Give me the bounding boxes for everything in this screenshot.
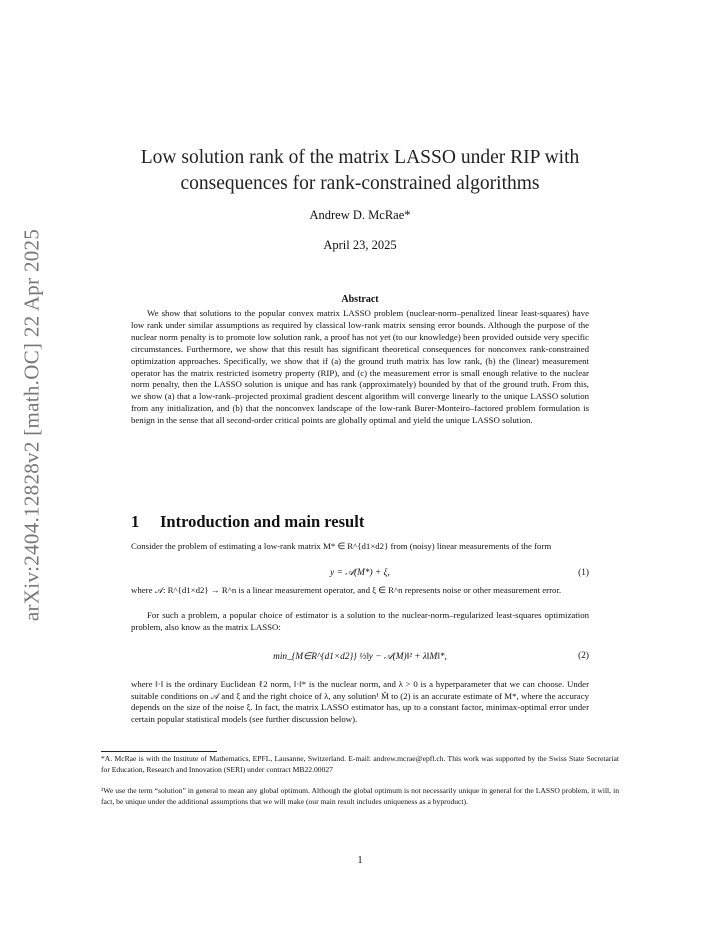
paragraph-1: Consider the problem of estimating a low-rank matrix M* ∈ R^{d1×d2} from (noisy) linear measurements of the form (131, 541, 552, 551)
equation-1-number: (1) (578, 568, 589, 578)
arxiv-sidebar-stamp (10, 205, 54, 645)
paragraph-4: where ‖·‖ is the ordinary Euclidean ℓ2 norm, ‖·‖* is the nuclear norm, and λ > 0 is a hyperparameter that we can choose. Under suitable conditions on 𝒜 and ξ and the right choice of λ, any solution¹ M̂ to (2) is an accurate estimate of M*, where the accuracy depends on the size of the noise ξ. In fact, the matrix LASSO estimator has, up to a constant factor, minimax-optimal error under certain popular statistical models (see further discussion below). (131, 679, 589, 724)
section-heading (131, 512, 364, 532)
equation-1 (131, 568, 589, 578)
footnote-affiliation: *A. McRae is with the Institute of Mathematics, EPFL, Lausanne, Switzerland. E-mail: andrew.mcrae@epfl.ch. This work was supported by the Swiss State Secretariat for Education, Research and Innovation (SERI) under contract MB22.00027 (101, 754, 619, 774)
date: April 23, 2025 (323, 238, 397, 252)
equation-2-body: min_{M∈R^{d1×d2}} ½‖y − 𝒜(M)‖² + λ‖M‖*, (273, 652, 447, 662)
arxiv-identifier: arXiv:2404.12828v2 [math.OC] 22 Apr 2025 (19, 228, 44, 622)
equation-2-number: (2) (578, 651, 589, 661)
author: Andrew D. McRae* (309, 208, 411, 222)
footnote-1: ¹We use the term “solution” in general to mean any global optimum. Although the global optimum is not necessarily unique in general for the LASSO problem, it will, in fact, be unique under the additional assumptions that we will make (our main result includes uniqueness as a byproduct). (101, 786, 619, 806)
equation-1-body: y = 𝒜(M*) + ξ, (330, 568, 390, 578)
equation-2 (131, 651, 589, 662)
page-number: 1 (357, 855, 363, 866)
paragraph-2: where 𝒜: R^{d1×d2} → R^n is a linear measurement operator, and ξ ∈ R^n represents noise or other measurement error. (131, 585, 562, 595)
footnote-rule (101, 751, 217, 752)
section-number: 1 (131, 512, 140, 531)
title-line-2: consequences for rank-constrained algorithms (180, 173, 540, 194)
title-line-1: Low solution rank of the matrix LASSO under RIP with (140, 147, 580, 168)
section-title: Introduction and main result (160, 512, 365, 531)
paper-title (100, 145, 620, 197)
abstract-body: We show that solutions to the popular convex matrix LASSO problem (nuclear-norm–penalized linear least-squares) have low rank under similar assumptions as required by classical low-rank matrix sensing error bounds. Although the purpose of the nuclear norm penalty is to promote low solution rank, a proof has not yet (to our knowledge) been provided outside very specific circumstances. Furthermore, we show that this result has significant theoretical consequences for nonconvex rank-constrained optimization approaches. Specifically, we show that if (a) the ground truth matrix has low rank, (b) the (linear) measurement operator has the matrix restricted isometry property (RIP), and (c) the measurement error is small enough relative to the nuclear norm penalty, then the LASSO solution is unique and has rank (approximately) bounded by that of the ground truth. From this, we show (a) that a low-rank–projected proximal gradient descent algorithm will converge linearly to the unique LASSO solution from any initialization, and (b) that the nonconvex landscape of the low-rank Burer-Monteiro–factored problem formulation is benign in the sense that all second-order critical points are globally optimal and yield the unique LASSO solution. (131, 308, 589, 426)
paragraph-3: For such a problem, a popular choice of estimator is a solution to the nuclear-norm–regularized least-squares optimization problem, also know as the matrix LASSO: (131, 610, 589, 632)
abstract-heading: Abstract (341, 294, 379, 305)
